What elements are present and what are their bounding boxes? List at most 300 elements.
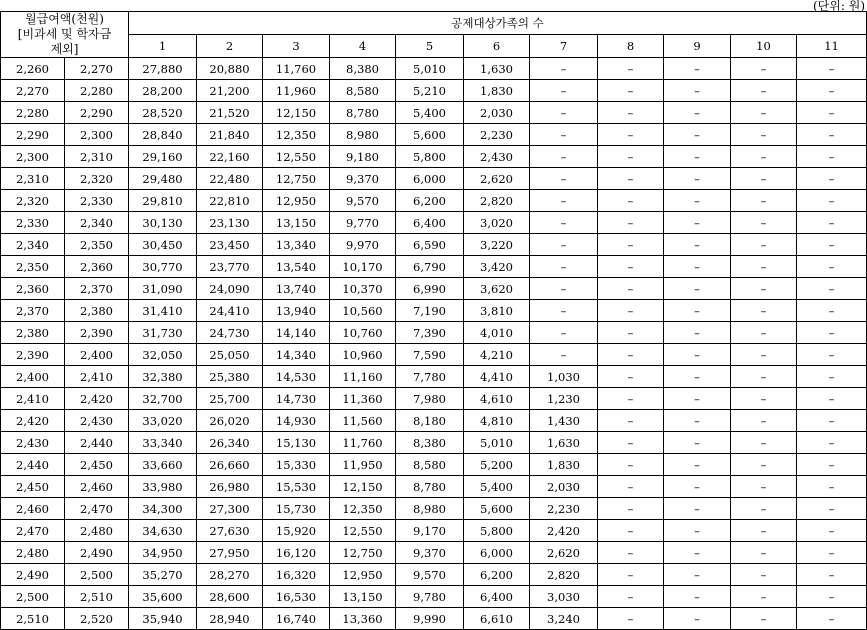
tax-amount-cell: 8,580 [330, 80, 396, 102]
tax-amount-cell: 4,610 [464, 388, 530, 410]
salary-range-cell: 2,450 [1, 476, 65, 498]
tax-amount-cell: 5,200 [464, 454, 530, 476]
tax-amount-cell: 13,340 [263, 234, 330, 256]
column-header-5: 5 [396, 35, 464, 58]
tax-amount-cell: 8,980 [396, 498, 464, 520]
salary-range-cell: 2,320 [65, 168, 129, 190]
salary-range-cell: 2,460 [1, 498, 65, 520]
salary-range-cell: 2,350 [1, 256, 65, 278]
tax-amount-cell: 34,300 [129, 498, 197, 520]
tax-amount-cell: – [731, 124, 797, 146]
column-header-row [1, 35, 867, 58]
tax-amount-cell: 27,880 [129, 58, 197, 80]
tax-amount-cell: – [731, 454, 797, 476]
table-row [1, 80, 867, 102]
column-header-6: 6 [464, 35, 530, 58]
tax-amount-cell: 1,230 [530, 388, 598, 410]
tax-amount-cell: – [731, 410, 797, 432]
tax-amount-cell: 25,700 [197, 388, 263, 410]
tax-amount-cell: 9,780 [396, 586, 464, 608]
tax-amount-cell: – [797, 146, 867, 168]
tax-amount-cell: – [731, 586, 797, 608]
tax-amount-cell: – [797, 586, 867, 608]
tax-amount-cell: 34,950 [129, 542, 197, 564]
salary-range-cell: 2,350 [65, 234, 129, 256]
tax-amount-cell: 6,400 [396, 212, 464, 234]
tax-amount-cell: 21,840 [197, 124, 263, 146]
tax-amount-cell: – [731, 58, 797, 80]
salary-range-cell: 2,510 [1, 608, 65, 630]
tax-amount-cell: 29,810 [129, 190, 197, 212]
tax-amount-cell: – [797, 542, 867, 564]
tax-amount-cell: 6,000 [464, 542, 530, 564]
tax-amount-cell: 7,980 [396, 388, 464, 410]
tax-amount-cell: – [797, 564, 867, 586]
tax-amount-cell: 11,160 [330, 366, 396, 388]
tax-amount-cell: 33,340 [129, 432, 197, 454]
tax-amount-cell: – [797, 278, 867, 300]
tax-amount-cell: 5,400 [396, 102, 464, 124]
tax-amount-cell: 14,930 [263, 410, 330, 432]
tax-amount-cell: – [797, 366, 867, 388]
tax-amount-cell: 6,990 [396, 278, 464, 300]
tax-amount-cell: 22,810 [197, 190, 263, 212]
tax-amount-cell: – [664, 146, 731, 168]
tax-amount-cell: 8,380 [330, 58, 396, 80]
tax-amount-cell: 5,210 [396, 80, 464, 102]
table-row [1, 388, 867, 410]
salary-range-cell: 2,270 [1, 80, 65, 102]
tax-amount-cell: 24,090 [197, 278, 263, 300]
tax-amount-cell: – [797, 80, 867, 102]
tax-amount-cell: – [664, 124, 731, 146]
salary-range-cell: 2,410 [1, 388, 65, 410]
salary-range-cell: 2,400 [65, 344, 129, 366]
tax-amount-cell: 32,050 [129, 344, 197, 366]
tax-amount-cell: – [664, 256, 731, 278]
tax-amount-cell: – [530, 190, 598, 212]
table-row [1, 212, 867, 234]
tax-amount-cell: – [731, 146, 797, 168]
tax-amount-cell: 21,520 [197, 102, 263, 124]
tax-amount-cell: – [530, 212, 598, 234]
tax-amount-cell: – [664, 542, 731, 564]
table-row [1, 300, 867, 322]
tax-amount-cell: – [598, 498, 664, 520]
tax-amount-cell: 15,730 [263, 498, 330, 520]
tax-amount-cell: – [664, 190, 731, 212]
tax-amount-cell: – [664, 608, 731, 630]
salary-range-cell: 2,490 [65, 542, 129, 564]
salary-range-cell: 2,260 [1, 58, 65, 80]
column-header-10: 10 [731, 35, 797, 58]
tax-amount-cell: 12,150 [330, 476, 396, 498]
tax-amount-cell: 15,920 [263, 520, 330, 542]
table-row [1, 256, 867, 278]
tax-amount-cell: 9,170 [396, 520, 464, 542]
salary-range-cell: 2,370 [65, 278, 129, 300]
tax-amount-cell: – [598, 212, 664, 234]
tax-amount-cell: – [530, 278, 598, 300]
column-header-4: 4 [330, 35, 396, 58]
tax-amount-cell: 30,770 [129, 256, 197, 278]
tax-amount-cell: – [731, 300, 797, 322]
tax-amount-cell: 5,800 [464, 520, 530, 542]
tax-amount-cell: 28,940 [197, 608, 263, 630]
tax-amount-cell: 9,370 [396, 542, 464, 564]
tax-amount-cell: – [664, 322, 731, 344]
salary-range-cell: 2,310 [65, 146, 129, 168]
tax-table [0, 11, 867, 630]
table-row [1, 366, 867, 388]
tax-amount-cell: 35,600 [129, 586, 197, 608]
tax-amount-cell: 23,450 [197, 234, 263, 256]
tax-amount-cell: 29,160 [129, 146, 197, 168]
tax-amount-cell: 12,950 [263, 190, 330, 212]
tax-amount-cell: 26,980 [197, 476, 263, 498]
tax-amount-cell: – [731, 80, 797, 102]
tax-amount-cell: 14,530 [263, 366, 330, 388]
tax-amount-cell: 29,480 [129, 168, 197, 190]
tax-amount-cell: – [598, 344, 664, 366]
salary-range-cell: 2,510 [65, 586, 129, 608]
column-header-7: 7 [530, 35, 598, 58]
tax-amount-cell: 11,960 [263, 80, 330, 102]
tax-amount-cell: – [797, 212, 867, 234]
tax-amount-cell: – [598, 476, 664, 498]
tax-amount-cell: – [797, 300, 867, 322]
salary-range-cell: 2,380 [1, 322, 65, 344]
tax-amount-cell: 12,550 [330, 520, 396, 542]
tax-amount-cell: – [731, 476, 797, 498]
tax-amount-cell: 3,020 [464, 212, 530, 234]
tax-amount-cell: 5,600 [396, 124, 464, 146]
salary-range-cell: 2,360 [65, 256, 129, 278]
tax-amount-cell: 1,830 [464, 80, 530, 102]
tax-amount-cell: 28,520 [129, 102, 197, 124]
tax-amount-cell: 10,960 [330, 344, 396, 366]
tax-amount-cell: 16,320 [263, 564, 330, 586]
tax-amount-cell: 5,800 [396, 146, 464, 168]
salary-header-line3: 제외] [50, 42, 79, 56]
column-header-11: 11 [797, 35, 867, 58]
tax-amount-cell: 9,770 [330, 212, 396, 234]
tax-amount-cell: – [598, 454, 664, 476]
tax-amount-cell: 3,240 [530, 608, 598, 630]
salary-range-cell: 2,290 [1, 124, 65, 146]
tax-amount-cell: 26,020 [197, 410, 263, 432]
unit-label: (단위: 원) [813, 0, 865, 13]
tax-amount-cell: – [598, 564, 664, 586]
tax-amount-cell: 11,760 [263, 58, 330, 80]
tax-amount-cell: 12,750 [330, 542, 396, 564]
table-row [1, 432, 867, 454]
salary-header-line1: 월급여액(천원) [25, 12, 104, 26]
tax-amount-cell: – [664, 432, 731, 454]
salary-range-cell: 2,430 [1, 432, 65, 454]
tax-amount-cell: – [731, 432, 797, 454]
tax-amount-cell: 7,590 [396, 344, 464, 366]
tax-amount-cell: – [731, 190, 797, 212]
salary-range-cell: 2,320 [1, 190, 65, 212]
tax-amount-cell: 1,430 [530, 410, 598, 432]
salary-range-cell: 2,380 [65, 300, 129, 322]
salary-range-cell: 2,270 [65, 58, 129, 80]
tax-amount-cell: – [731, 520, 797, 542]
tax-amount-cell: 5,010 [396, 58, 464, 80]
tax-amount-cell: 16,740 [263, 608, 330, 630]
tax-amount-cell: 26,660 [197, 454, 263, 476]
tax-amount-cell: 13,940 [263, 300, 330, 322]
tax-amount-cell: 24,730 [197, 322, 263, 344]
salary-range-cell: 2,440 [1, 454, 65, 476]
tax-amount-cell: 1,630 [464, 58, 530, 80]
tax-amount-cell: 3,810 [464, 300, 530, 322]
tax-amount-cell: – [797, 58, 867, 80]
column-header-8: 8 [598, 35, 664, 58]
tax-amount-cell: 11,360 [330, 388, 396, 410]
table-row [1, 476, 867, 498]
column-header-2: 2 [197, 35, 263, 58]
tax-amount-cell: 13,150 [330, 586, 396, 608]
table-row [1, 234, 867, 256]
tax-amount-cell: – [598, 432, 664, 454]
tax-amount-cell: – [797, 234, 867, 256]
tax-amount-cell: 11,760 [330, 432, 396, 454]
salary-range-cell: 2,340 [1, 234, 65, 256]
tax-amount-cell: – [664, 454, 731, 476]
tax-amount-cell: – [731, 278, 797, 300]
tax-amount-cell: 15,130 [263, 432, 330, 454]
tax-amount-cell: 3,620 [464, 278, 530, 300]
tax-amount-cell: 28,600 [197, 586, 263, 608]
salary-range-cell: 2,280 [1, 102, 65, 124]
tax-amount-cell: – [530, 102, 598, 124]
tax-amount-cell: 6,200 [396, 190, 464, 212]
tax-amount-cell: – [731, 608, 797, 630]
salary-range-cell: 2,300 [1, 146, 65, 168]
salary-range-cell: 2,490 [1, 564, 65, 586]
tax-amount-cell: – [598, 278, 664, 300]
tax-amount-cell: – [664, 410, 731, 432]
tax-amount-cell: 9,370 [330, 168, 396, 190]
tax-amount-cell: – [797, 256, 867, 278]
table-row [1, 542, 867, 564]
tax-amount-cell: – [731, 102, 797, 124]
tax-amount-cell: 10,560 [330, 300, 396, 322]
tax-amount-cell: – [797, 124, 867, 146]
tax-amount-cell: 1,630 [530, 432, 598, 454]
tax-amount-cell: 32,700 [129, 388, 197, 410]
tax-amount-cell: 25,050 [197, 344, 263, 366]
tax-amount-cell: – [731, 256, 797, 278]
table-row [1, 58, 867, 80]
tax-amount-cell: – [797, 102, 867, 124]
salary-range-cell: 2,330 [65, 190, 129, 212]
tax-amount-cell: – [598, 168, 664, 190]
salary-range-cell: 2,500 [65, 564, 129, 586]
tax-amount-cell: 28,200 [129, 80, 197, 102]
tax-amount-cell: – [530, 124, 598, 146]
salary-range-cell: 2,500 [1, 586, 65, 608]
salary-header-line2: [비과세 및 학자금 [17, 27, 112, 41]
tax-amount-cell: – [664, 58, 731, 80]
table-row [1, 322, 867, 344]
tax-amount-cell: – [598, 146, 664, 168]
tax-amount-cell: – [797, 344, 867, 366]
tax-amount-cell: 12,150 [263, 102, 330, 124]
tax-amount-cell: – [530, 58, 598, 80]
tax-amount-cell: 33,660 [129, 454, 197, 476]
tax-amount-cell: 4,210 [464, 344, 530, 366]
tax-amount-cell: – [598, 234, 664, 256]
salary-range-cell: 2,520 [65, 608, 129, 630]
salary-range-cell: 2,420 [1, 410, 65, 432]
table-row [1, 146, 867, 168]
tax-amount-cell: 7,390 [396, 322, 464, 344]
tax-amount-cell: – [598, 300, 664, 322]
salary-range-cell: 2,400 [1, 366, 65, 388]
tax-amount-cell: – [731, 234, 797, 256]
tax-amount-cell: 32,380 [129, 366, 197, 388]
tax-amount-cell: – [598, 124, 664, 146]
tax-amount-cell: 16,530 [263, 586, 330, 608]
tax-amount-cell: 5,400 [464, 476, 530, 498]
tax-amount-cell: 13,740 [263, 278, 330, 300]
tax-amount-cell: 11,950 [330, 454, 396, 476]
salary-range-cell: 2,390 [1, 344, 65, 366]
tax-amount-cell: 6,200 [464, 564, 530, 586]
tax-amount-cell: 12,750 [263, 168, 330, 190]
salary-range-cell: 2,410 [65, 366, 129, 388]
tax-amount-cell: 33,980 [129, 476, 197, 498]
tax-amount-cell: 26,340 [197, 432, 263, 454]
tax-amount-cell: 28,840 [129, 124, 197, 146]
table-row [1, 564, 867, 586]
salary-range-cell: 2,310 [1, 168, 65, 190]
tax-amount-cell: – [731, 388, 797, 410]
tax-amount-cell: 6,400 [464, 586, 530, 608]
tax-amount-cell: – [731, 542, 797, 564]
tax-amount-cell: – [797, 454, 867, 476]
tax-amount-cell: – [797, 432, 867, 454]
tax-amount-cell: 13,540 [263, 256, 330, 278]
salary-range-cell: 2,390 [65, 322, 129, 344]
tax-amount-cell: 35,270 [129, 564, 197, 586]
tax-amount-cell: 5,010 [464, 432, 530, 454]
tax-amount-cell: – [530, 344, 598, 366]
column-header-9: 9 [664, 35, 731, 58]
tax-amount-cell: – [530, 256, 598, 278]
tax-amount-cell: – [664, 212, 731, 234]
salary-range-cell: 2,440 [65, 432, 129, 454]
tax-amount-cell: 12,350 [330, 498, 396, 520]
tax-amount-cell: 9,990 [396, 608, 464, 630]
tax-amount-cell: – [530, 80, 598, 102]
tax-amount-cell: – [731, 366, 797, 388]
salary-range-cell: 2,460 [65, 476, 129, 498]
tax-amount-cell: 2,030 [464, 102, 530, 124]
salary-range-cell: 2,430 [65, 410, 129, 432]
tax-amount-cell: – [664, 234, 731, 256]
tax-amount-cell: – [598, 190, 664, 212]
salary-range-cell: 2,360 [1, 278, 65, 300]
tax-amount-cell: 28,270 [197, 564, 263, 586]
tax-amount-cell: 27,630 [197, 520, 263, 542]
tax-amount-cell: 8,380 [396, 432, 464, 454]
tax-amount-cell: – [598, 520, 664, 542]
table-row [1, 608, 867, 630]
tax-amount-cell: 9,180 [330, 146, 396, 168]
salary-range-cell: 2,300 [65, 124, 129, 146]
tax-amount-cell: 9,570 [330, 190, 396, 212]
tax-amount-cell: 25,380 [197, 366, 263, 388]
table-row [1, 278, 867, 300]
tax-amount-cell: 22,160 [197, 146, 263, 168]
tax-amount-cell: – [664, 102, 731, 124]
tax-amount-cell: – [664, 586, 731, 608]
tax-amount-cell: – [598, 388, 664, 410]
tax-amount-cell: – [797, 388, 867, 410]
salary-range-cell: 2,480 [1, 542, 65, 564]
tax-amount-cell: 12,950 [330, 564, 396, 586]
tax-amount-cell: 8,780 [396, 476, 464, 498]
tax-amount-cell: 5,600 [464, 498, 530, 520]
tax-amount-cell: – [731, 322, 797, 344]
tax-amount-cell: 3,420 [464, 256, 530, 278]
tax-amount-cell: 8,980 [330, 124, 396, 146]
column-header-1: 1 [129, 35, 197, 58]
column-header-3: 3 [263, 35, 330, 58]
tax-amount-cell: 12,350 [263, 124, 330, 146]
salary-range-cell: 2,280 [65, 80, 129, 102]
tax-amount-cell: 1,830 [530, 454, 598, 476]
tax-amount-cell: 34,630 [129, 520, 197, 542]
tax-amount-cell: – [664, 168, 731, 190]
tax-amount-cell: – [598, 80, 664, 102]
table-row [1, 520, 867, 542]
table-row [1, 168, 867, 190]
salary-range-cell: 2,370 [1, 300, 65, 322]
tax-amount-cell: 20,880 [197, 58, 263, 80]
tax-amount-cell: 10,760 [330, 322, 396, 344]
tax-amount-cell: 31,730 [129, 322, 197, 344]
salary-range-cell: 2,340 [65, 212, 129, 234]
tax-amount-cell: 8,180 [396, 410, 464, 432]
tax-amount-cell: – [797, 410, 867, 432]
tax-amount-cell: – [797, 168, 867, 190]
table-row [1, 454, 867, 476]
tax-amount-cell: – [797, 498, 867, 520]
tax-amount-cell: 30,450 [129, 234, 197, 256]
tax-amount-cell: 4,810 [464, 410, 530, 432]
tax-amount-cell: 2,820 [464, 190, 530, 212]
tax-amount-cell: – [598, 102, 664, 124]
tax-amount-cell: – [530, 300, 598, 322]
tax-amount-cell: – [664, 366, 731, 388]
tax-amount-cell: – [598, 410, 664, 432]
table-body [1, 58, 867, 630]
tax-amount-cell: 11,560 [330, 410, 396, 432]
dependents-header: 공제대상가족의 수 [129, 12, 867, 35]
tax-amount-cell: 6,000 [396, 168, 464, 190]
tax-amount-cell: – [797, 608, 867, 630]
tax-amount-cell: 14,730 [263, 388, 330, 410]
table-row [1, 586, 867, 608]
tax-amount-cell: – [731, 344, 797, 366]
salary-range-cell: 2,470 [65, 498, 129, 520]
tax-amount-cell: – [664, 476, 731, 498]
